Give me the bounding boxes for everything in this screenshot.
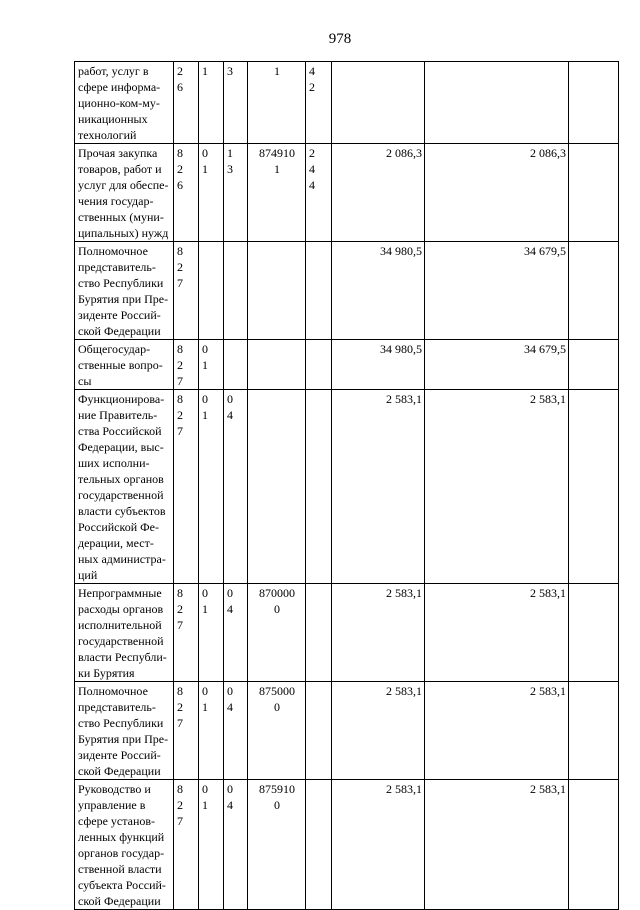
target-article-code: 1 xyxy=(248,62,306,144)
section-code: 0 1 xyxy=(199,682,224,780)
expense-type-code xyxy=(306,390,332,584)
empty-cell xyxy=(569,584,619,682)
subsection-code: 0 4 xyxy=(224,780,248,910)
empty-cell xyxy=(569,780,619,910)
amount-2 xyxy=(425,62,569,144)
subsection-code: 0 4 xyxy=(224,682,248,780)
row-name: Руководство и управление в сфере установ- ленных функций органов государ- ственной власти субъекта Россий- ской Федерации xyxy=(75,780,174,910)
row-name: Прочая закупка товаров, работ и услуг для обеспе- чения государ- ственных (муни- ципальных) нужд xyxy=(75,144,174,242)
section-code xyxy=(199,242,224,340)
target-article-code: 874910 1 xyxy=(248,144,306,242)
amount-2: 2 086,3 xyxy=(425,144,569,242)
expense-type-code xyxy=(306,682,332,780)
table-row xyxy=(75,780,619,910)
expense-type-code xyxy=(306,242,332,340)
section-code: 0 1 xyxy=(199,340,224,390)
expense-type-code: 4 2 xyxy=(306,62,332,144)
section-code: 1 xyxy=(199,62,224,144)
table-row xyxy=(75,390,619,584)
empty-cell xyxy=(569,62,619,144)
table-row xyxy=(75,144,619,242)
row-name: Общегосудар- ственные вопро- сы xyxy=(75,340,174,390)
table-row xyxy=(75,62,619,144)
grbs-code: 8 2 6 xyxy=(174,144,199,242)
amount-2: 2 583,1 xyxy=(425,682,569,780)
budget-table xyxy=(74,61,619,910)
subsection-code: 1 3 xyxy=(224,144,248,242)
empty-cell xyxy=(569,682,619,780)
expense-type-code: 2 4 4 xyxy=(306,144,332,242)
subsection-code: 3 xyxy=(224,62,248,144)
row-name: Непрограммные расходы органов исполнительной государственной власти Республи- ки Бурятия xyxy=(75,584,174,682)
empty-cell xyxy=(569,340,619,390)
row-name: Функционирова- ние Правитель- ства Российской Федерации, выс- ших исполни- тельных органов государственной власти субъектов Российской Фе- дерации, мест- ных администра- ций xyxy=(75,390,174,584)
grbs-code: 8 2 7 xyxy=(174,682,199,780)
target-article-code xyxy=(248,340,306,390)
amount-1: 34 980,5 xyxy=(332,340,425,390)
empty-cell xyxy=(569,390,619,584)
section-code: 0 1 xyxy=(199,144,224,242)
subsection-code: 0 4 xyxy=(224,390,248,584)
amount-1: 34 980,5 xyxy=(332,242,425,340)
target-article-code xyxy=(248,390,306,584)
grbs-code: 8 2 7 xyxy=(174,584,199,682)
section-code: 0 1 xyxy=(199,390,224,584)
amount-1: 2 583,1 xyxy=(332,780,425,910)
grbs-code: 8 2 7 xyxy=(174,390,199,584)
grbs-code: 8 2 7 xyxy=(174,242,199,340)
row-name: Полномочное представитель- ство Республики Бурятия при Пре- зиденте Россий- ской Федерации xyxy=(75,242,174,340)
grbs-code: 8 2 7 xyxy=(174,780,199,910)
table-row xyxy=(75,682,619,780)
amount-1: 2 583,1 xyxy=(332,390,425,584)
section-code: 0 1 xyxy=(199,584,224,682)
amount-2: 34 679,5 xyxy=(425,340,569,390)
row-name: работ, услуг в сфере информа- ционно-ком-му- никационных технологий xyxy=(75,62,174,144)
amount-2: 2 583,1 xyxy=(425,780,569,910)
section-code: 0 1 xyxy=(199,780,224,910)
target-article-code: 870000 0 xyxy=(248,584,306,682)
amount-2: 2 583,1 xyxy=(425,584,569,682)
subsection-code xyxy=(224,340,248,390)
expense-type-code xyxy=(306,780,332,910)
target-article-code: 875910 0 xyxy=(248,780,306,910)
amount-1: 2 583,1 xyxy=(332,682,425,780)
empty-cell xyxy=(569,144,619,242)
row-name: Полномочное представитель- ство Республики Бурятия при Пре- зиденте Россий- ской Федерации xyxy=(75,682,174,780)
expense-type-code xyxy=(306,340,332,390)
amount-1: 2 086,3 xyxy=(332,144,425,242)
subsection-code: 0 4 xyxy=(224,584,248,682)
target-article-code xyxy=(248,242,306,340)
amount-2: 34 679,5 xyxy=(425,242,569,340)
table-row xyxy=(75,584,619,682)
amount-2: 2 583,1 xyxy=(425,390,569,584)
expense-type-code xyxy=(306,584,332,682)
grbs-code: 2 6 xyxy=(174,62,199,144)
empty-cell xyxy=(569,242,619,340)
table-row xyxy=(75,242,619,340)
subsection-code xyxy=(224,242,248,340)
amount-1 xyxy=(332,62,425,144)
amount-1: 2 583,1 xyxy=(332,584,425,682)
table-row xyxy=(75,340,619,390)
target-article-code: 875000 0 xyxy=(248,682,306,780)
page-number: 978 xyxy=(328,31,352,47)
grbs-code: 8 2 7 xyxy=(174,340,199,390)
